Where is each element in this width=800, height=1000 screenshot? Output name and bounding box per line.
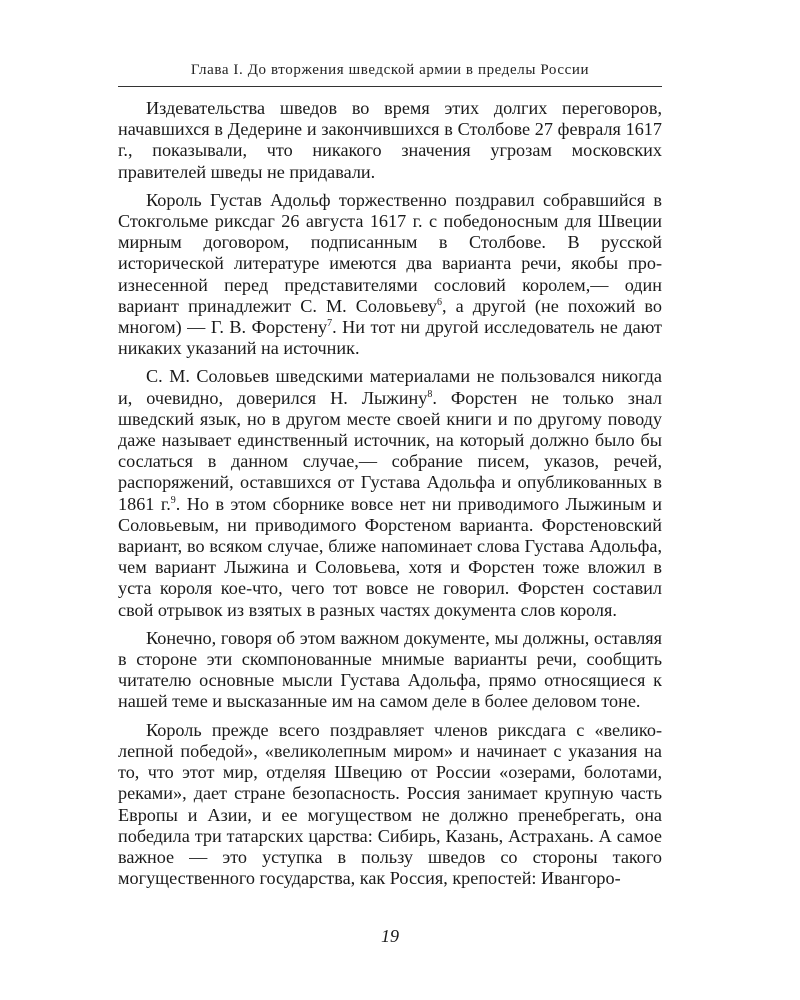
footnote-ref: 8	[427, 388, 433, 400]
text-run: С. М. Соловьев шведскими материалами не пользовался никогда и, очевидно, доверился Н. Лыжину	[118, 366, 662, 408]
footnote-ref: 6	[436, 296, 442, 308]
header-rule	[118, 86, 662, 87]
footnote-ref: 7	[327, 317, 333, 329]
text-run: Конечно, говоря об этом важном документе, мы должны, оставляя в стороне эти скомпонованные мнимые варианты речи, сообщить читателю основные мысли Густава Адольфа, прямо относящиеся к нашей теме и высказанные им на самом деле в более деловом тоне.	[118, 627, 662, 712]
paragraph	[118, 366, 662, 620]
paragraph	[118, 628, 662, 713]
text-run: Издевательства шведов во время этих долгих переговоров, начавшихся в Дедерине и закончившихся в Столбове 27 февраля 1617 г., показывали, что никакого значения угрозам московских правителей шведы не придавали.	[118, 98, 662, 182]
book-page	[118, 0, 662, 1000]
text-run: , а другой (не похожий во многом) — Г. В. Форстену	[118, 295, 662, 338]
paragraph	[118, 720, 662, 890]
text-run: Король прежде всего поздравляет членов риксдага с «великолепной победой», «великолепным миром» и начинает с указания на то, что этот мир, отделяя Швецию от России «озерами, болотами, реками», дает стране безопасность. Россия занимает крупную часть Европы и Азии, и ее могуществом не должно пренебрегать, она победила три татарских царства: Сибирь, Казань, Астрахань. А самое важное — это уступка в пользу шведов со стороны такого могущественного государства, как Россия, крепостей: Ивангоро-	[118, 719, 662, 889]
body-text	[118, 98, 662, 896]
running-head: Глава I. До вторжения шведской армии в пределы России	[190, 62, 590, 78]
text-run: . Ни тот ни другой исследователь не дают никаких указаний на источник.	[118, 317, 663, 359]
footnote-ref: 9	[170, 494, 176, 506]
paragraph	[118, 98, 662, 183]
text-run: . Форстен не только знал шведский язык, но в другом месте своей книги и по другому поводу даже называет единственный источник, на который должно было бы сослаться в данном случае,— собрание писем, указов, речей, распоряжений, оставшихся от Густава Адольфа и опубликованных в 1861 г.	[118, 387, 662, 514]
paragraph	[118, 190, 662, 360]
text-run: . Но в этом сборнике вовсе нет ни приводимого Лыжиным и Соловьевым, ни приводимого Форстеном варианта. Форстеновский вариант, во всяком случае, ближе напоминает слова Густава Адольфа, чем вариант Лыжина и Соловьева, хотя и Форстен тоже вложил в уста короля кое-что, чего тот вовсе не говорил. Форстен составил свой отрывок из взятых в разных частях документа слов короля.	[118, 493, 662, 620]
text-run: Король Густав Адольф торжественно поздравил собравшийся в Стокгольме риксдаг 26 августа 1617 г. с победоносным для Швеции мирным договором, подписанным в Столбове. В русской исторической литературе имеются два варианта речи, якобы произнесенной перед представителями сословий королем,— один вариант принадлежит С. М. Соловьеву	[118, 189, 662, 316]
page-number: 19	[381, 926, 399, 946]
